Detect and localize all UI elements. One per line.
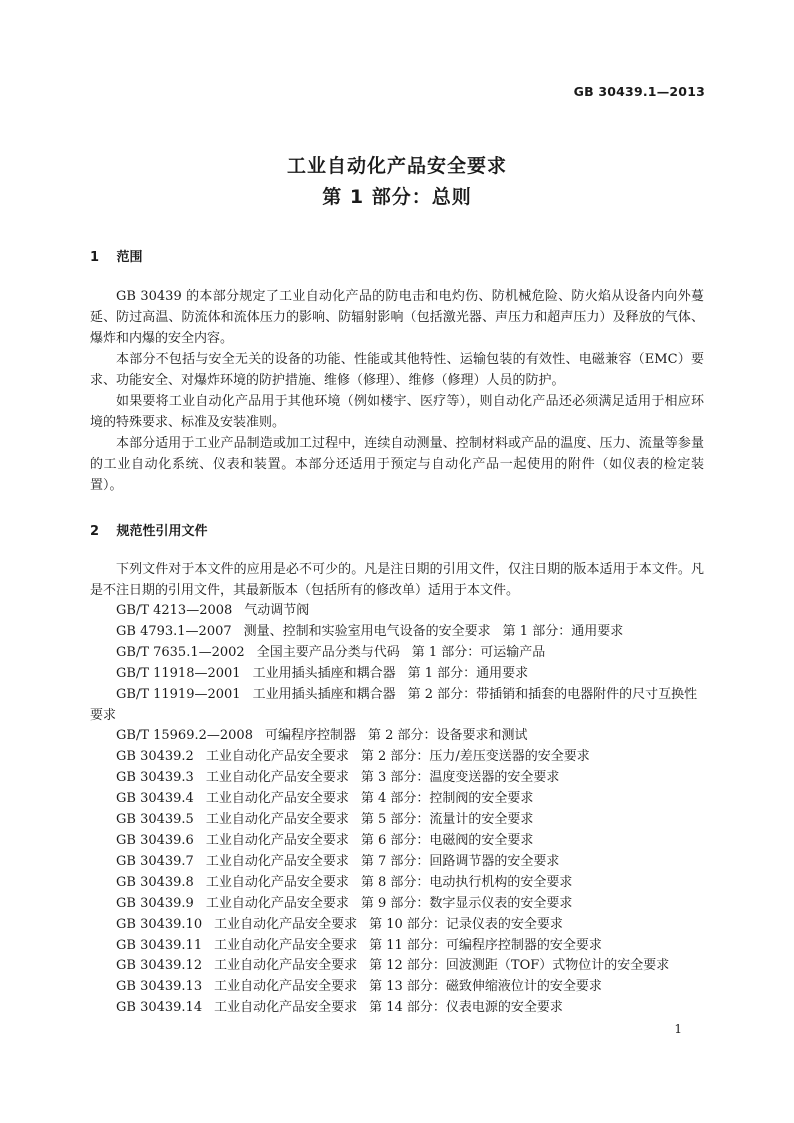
reference-code: GB 4793.1—2007 (116, 623, 232, 639)
reference-part: 第 14 部分：仪表电源的安全要求 (369, 1000, 563, 1016)
reference-title: 全国主要产品分类与代码 (256, 644, 400, 660)
reference-part: 第 9 部分：数字显示仪表的安全要求 (360, 895, 573, 911)
reference-title: 测量、控制和实验室用电气设备的安全要求 (243, 623, 491, 639)
reference-item (90, 768, 704, 789)
reference-item (90, 726, 704, 747)
reference-title: 气动调节阀 (244, 603, 310, 618)
reference-title: 工业用插头插座和耦合器 (252, 686, 396, 702)
reference-code: GB/T 11919—2001 (116, 686, 241, 702)
references-intro (90, 559, 704, 601)
reference-title: 工业自动化产品安全要求 (205, 895, 349, 911)
reference-code: GB 30439.12 (116, 958, 203, 974)
reference-part: 第 4 部分：控制阀的安全要求 (360, 791, 534, 807)
standard-code: GB 30439.1—2013 (573, 84, 705, 99)
reference-item (90, 894, 704, 915)
reference-title: 工业自动化产品安全要求 (205, 749, 349, 765)
reference-title: 工业自动化产品安全要求 (205, 791, 349, 807)
reference-title: 工业用插头插座和耦合器 (252, 665, 396, 681)
scope-body (90, 286, 704, 496)
section-title: 范围 (116, 250, 143, 265)
reference-item (90, 789, 704, 810)
reference-part: 第 7 部分：回路调节器的安全要求 (360, 853, 560, 869)
reference-title: 工业自动化产品安全要求 (214, 937, 358, 953)
reference-item (90, 936, 704, 957)
reference-code: GB 30439.5 (116, 812, 194, 828)
reference-list (90, 601, 704, 1019)
reference-part: 第 2 部分：带插销和插套的电器附件的尺寸互换性要求 (90, 686, 698, 723)
reference-part: 第 11 部分：可编程序控制器的安全要求 (369, 937, 602, 953)
reference-item (90, 622, 704, 643)
paragraph: GB 30439 的本部分规定了工业自动化产品的防电击和电灼伤、防机械危险、防火焰从设备内向外蔓延、防过高温、防流体和流体压力的影响、防辐射影响（包括激光器、声压力和超声压力）及释放的气体、爆炸和内爆的安全内容。 (90, 289, 704, 346)
reference-code: GB/T 7635.1—2002 (116, 644, 245, 660)
reference-code: GB 30439.11 (116, 937, 203, 953)
section-title: 规范性引用文件 (116, 524, 208, 539)
reference-part: 第 1 部分：通用要求 (407, 665, 529, 681)
paragraph: 本部分不包括与安全无关的设备的功能、性能或其他特性、运输包装的有效性、电磁兼容（EMC）要求、功能安全、对爆炸环境的防护措施、维修（修理）、维修（修理）人员的防护。 (90, 352, 704, 388)
reference-code: GB 30439.2 (116, 749, 194, 765)
reference-title: 工业自动化产品安全要求 (205, 832, 349, 848)
reference-part: 第 1 部分：通用要求 (502, 623, 624, 639)
reference-item (90, 873, 704, 894)
paragraph: 如果要将工业自动化产品用于其他环境（例如楼宇、医疗等），则自动化产品还必须满足适用于相应环境的特殊要求、标准及安装准则。 (90, 394, 704, 430)
reference-title: 工业自动化产品安全要求 (214, 979, 358, 995)
reference-code: GB 30439.4 (116, 791, 194, 807)
reference-code: GB/T 15969.2—2008 (116, 728, 253, 744)
reference-item (90, 977, 704, 998)
reference-code: GB 30439.7 (116, 853, 194, 869)
reference-part: 第 6 部分：电磁阀的安全要求 (360, 832, 534, 848)
page-number: 1 (674, 1022, 682, 1036)
reference-code: GB 30439.13 (116, 979, 203, 995)
reference-part: 第 12 部分：回波测距（TOF）式物位计的安全要求 (369, 958, 670, 974)
paragraph: 本部分适用于工业产品制造或加工过程中，连续自动测量、控制材料或产品的温度、压力、流量等参量的工业自动化系统、仪表和装置。本部分还适用于预定与自动化产品一起使用的附件（如仪表的检定装置）。 (90, 436, 704, 493)
reference-code: GB 30439.6 (116, 832, 194, 848)
reference-item (90, 747, 704, 768)
reference-part: 第 2 部分：设备要求和测试 (367, 728, 528, 744)
reference-item (90, 685, 704, 727)
document-title: 工业自动化产品安全要求 (286, 155, 507, 177)
reference-item (90, 810, 704, 831)
reference-part: 第 2 部分：压力/差压变送器的安全要求 (360, 749, 590, 765)
reference-title: 工业自动化产品安全要求 (205, 853, 349, 869)
section-number: 2 (90, 524, 100, 539)
reference-title: 工业自动化产品安全要求 (214, 916, 358, 932)
reference-title: 工业自动化产品安全要求 (205, 812, 349, 828)
reference-item (90, 915, 704, 936)
reference-part: 第 10 部分：记录仪表的安全要求 (369, 916, 563, 932)
document-subtitle: 第 1 部分：总则 (322, 186, 472, 208)
reference-title: 可编程序控制器 (264, 728, 356, 744)
reference-code: GB 30439.10 (116, 916, 203, 932)
section-number: 1 (90, 250, 100, 265)
reference-code: GB 30439.3 (116, 770, 194, 786)
section-heading-scope (90, 246, 143, 265)
reference-title: 工业自动化产品安全要求 (214, 958, 358, 974)
reference-item (90, 664, 704, 685)
reference-item (90, 956, 704, 977)
reference-code: GB 30439.9 (116, 895, 194, 911)
reference-part: 第 8 部分：电动执行机构的安全要求 (360, 874, 573, 890)
reference-code: GB/T 4213—2008 (116, 603, 233, 618)
reference-code: GB 30439.8 (116, 874, 194, 890)
reference-title: 工业自动化产品安全要求 (205, 770, 349, 786)
reference-item (90, 601, 704, 622)
section-heading-normative-references (90, 520, 208, 539)
reference-item (90, 998, 704, 1019)
paragraph: 下列文件对于本文件的应用是必不可少的。凡是注日期的引用文件，仅注日期的版本适用于本文件。凡是不注日期的引用文件，其最新版本（包括所有的修改单）适用于本文件。 (90, 562, 704, 598)
reference-part: 第 1 部分：可运输产品 (411, 644, 546, 660)
reference-code: GB/T 11918—2001 (116, 665, 241, 681)
reference-part: 第 13 部分：磁致伸缩液位计的安全要求 (369, 979, 602, 995)
reference-item (90, 643, 704, 664)
reference-item (90, 831, 704, 852)
reference-part: 第 3 部分：温度变送器的安全要求 (360, 770, 560, 786)
reference-title: 工业自动化产品安全要求 (214, 1000, 358, 1016)
reference-part: 第 5 部分：流量计的安全要求 (360, 812, 534, 828)
reference-code: GB 30439.14 (116, 1000, 203, 1016)
reference-item (90, 852, 704, 873)
reference-title: 工业自动化产品安全要求 (205, 874, 349, 890)
